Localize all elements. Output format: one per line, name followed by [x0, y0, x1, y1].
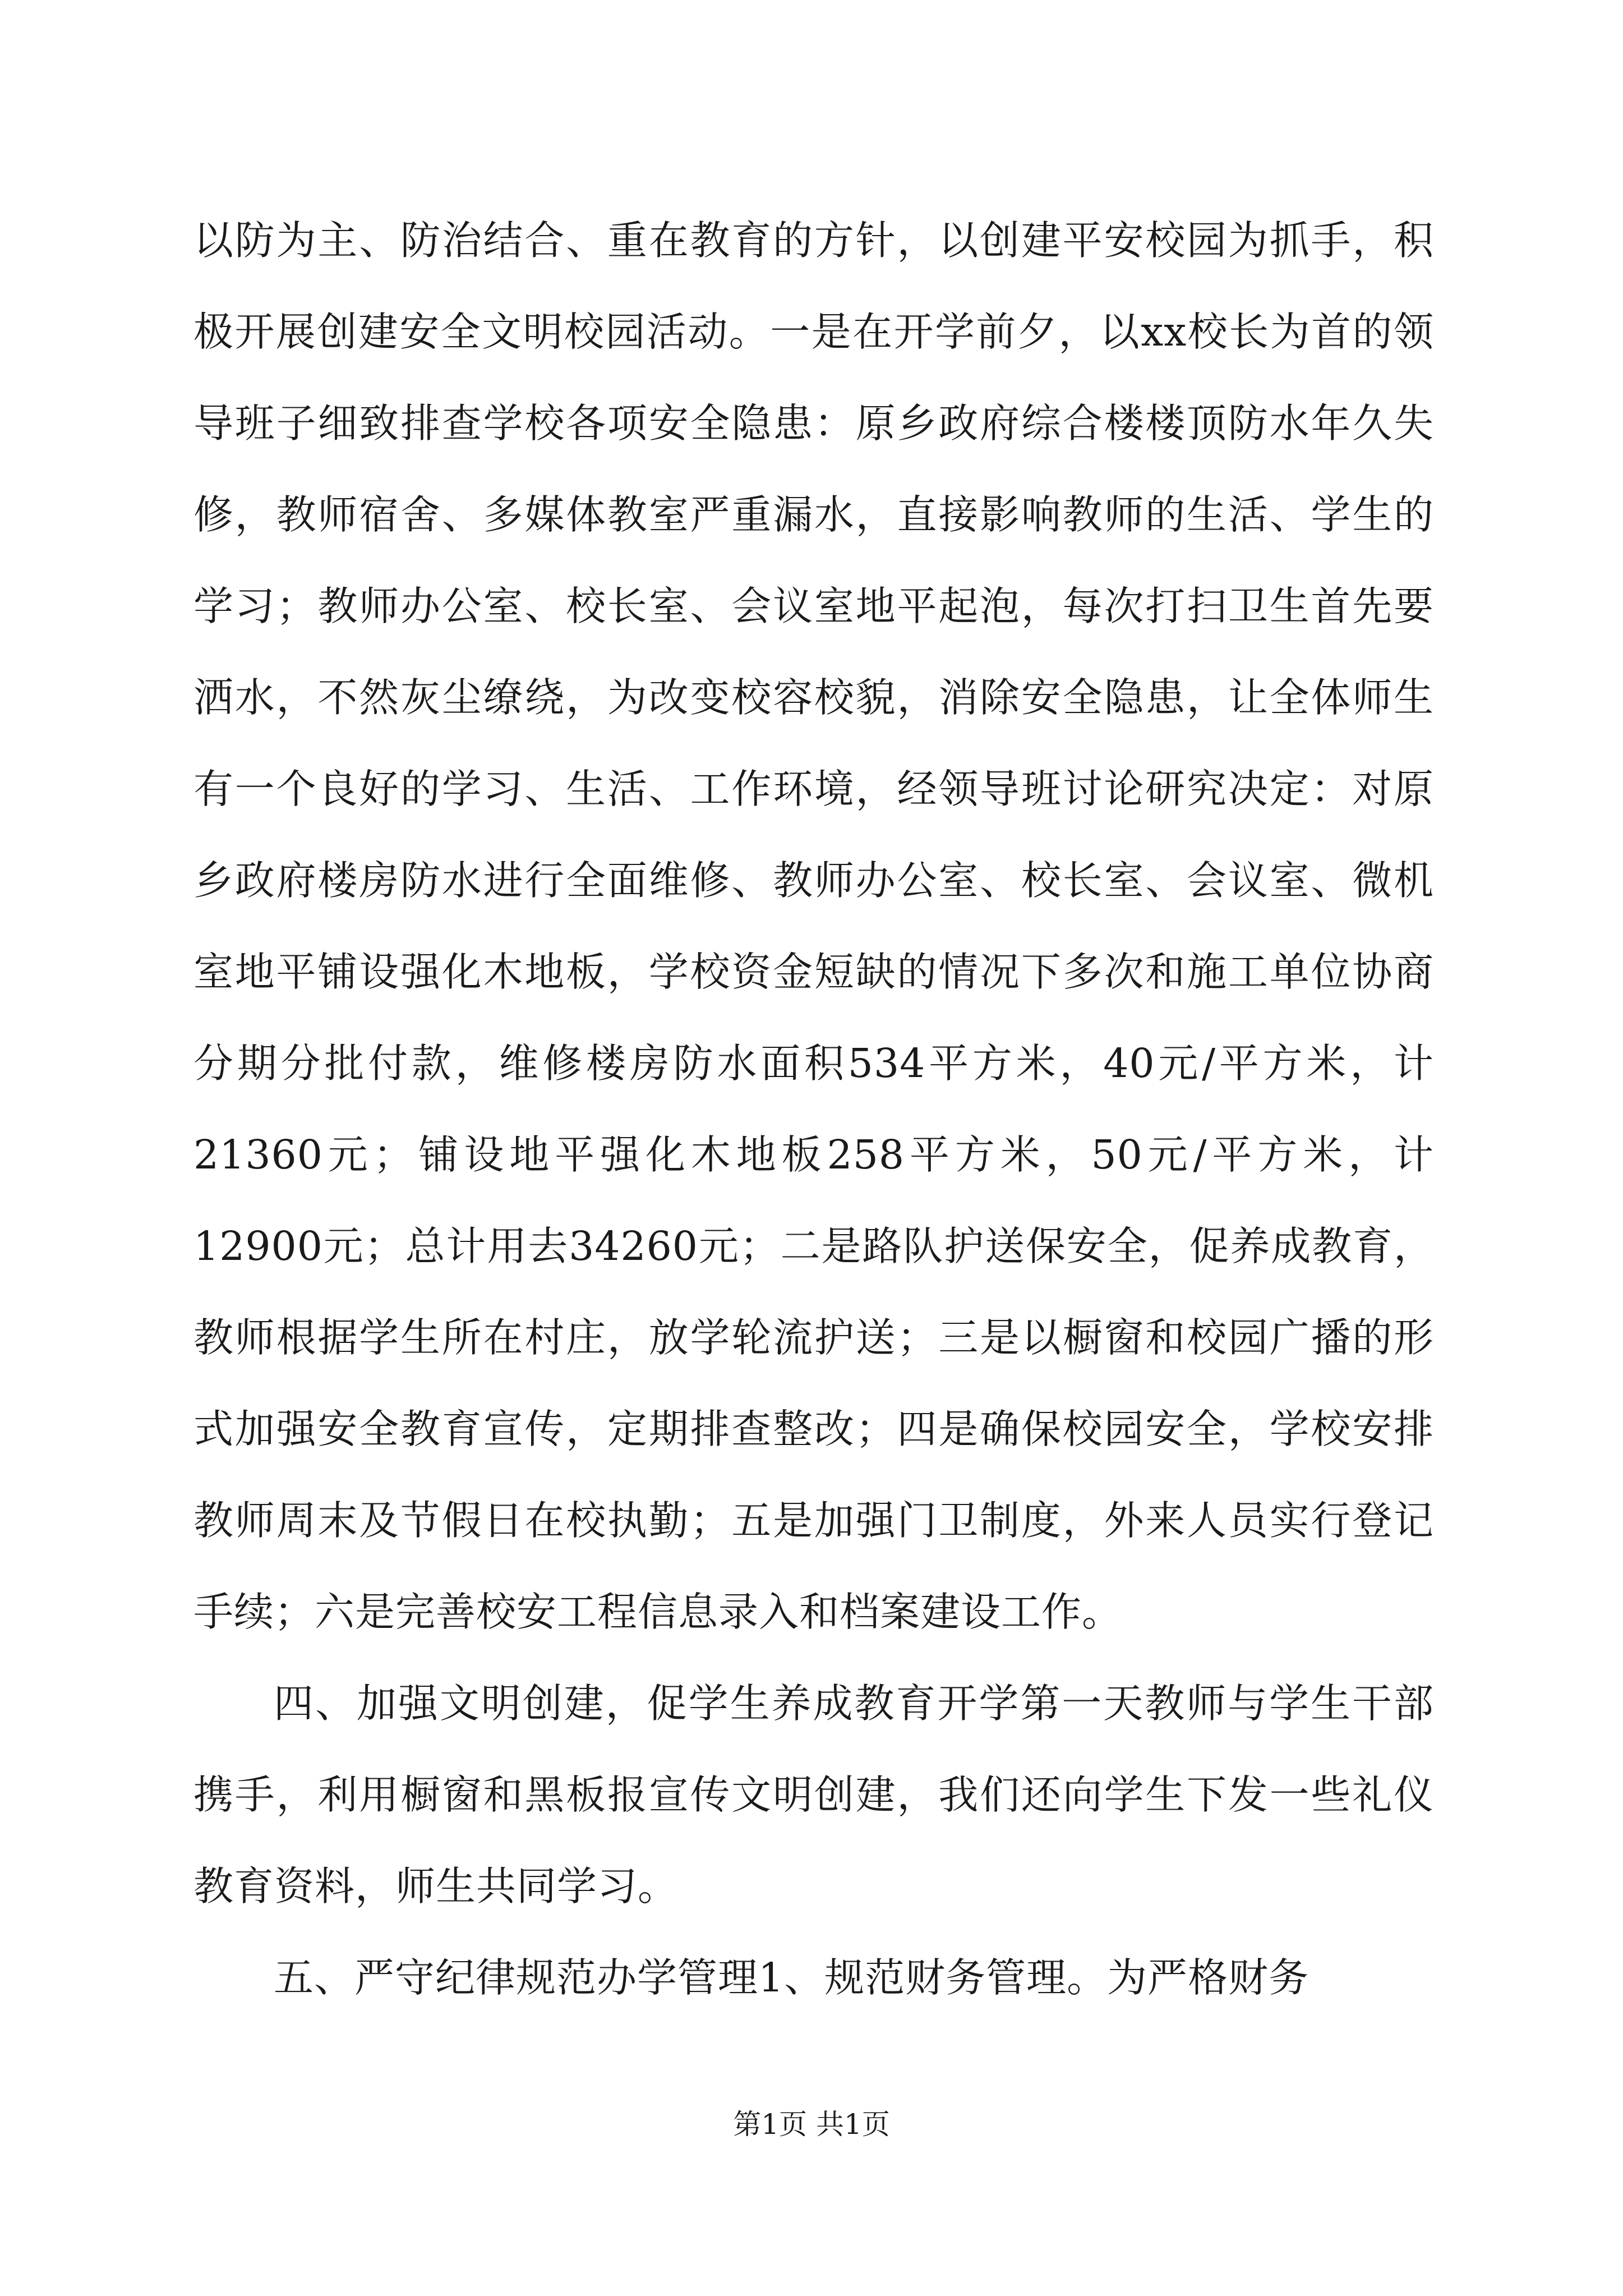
paragraph-safety-campus: 以防为主、防治结合、重在教育的方针，以创建平安校园为抓手，积极开展创建安全文明校园活动。一是在开学前夕，以xx校长为首的领导班子细致排查学校各项安全隐患：原乡政府综合楼楼顶防水年久失修，教师宿舍、多媒体教室严重漏水，直接影响教师的生活、学生的学习；教师办公室、校长室、会议室地平起泡，每次打扫卫生首先要洒水，不然灰尘缭绕，为改变校容校貌，消除安全隐患，让全体师生有一个良好的学习、生活、工作环境，经领导班讨论研究决定：对原乡政府楼房防水进行全面维修、教师办公室、校长室、会议室、微机室地平铺设强化木地板，学校资金短缺的情况下多次和施工单位协商分期分批付款，维修楼房防水面积534平方米，40元/平方米，计21360元；铺设地平强化木地板258平方米，50元/平方米，计12900元；总计用去34260元；二是路队护送保安全，促养成教育，教师根据学生所在村庄，放学轮流护送；三是以橱窗和校园广播的形式加强安全教育宣传，定期排查整改；四是确保校园安全，学校安排教师周末及节假日在校执勤；五是加强门卫制度，外来人员实行登记手续；六是完善校安工程信息录入和档案建设工作。 — [193, 217, 1434, 1635]
page-footer — [0, 2105, 1623, 2144]
paragraph-civilization-building: 四、加强文明创建，促学生养成教育开学第一天教师与学生干部携手，利用橱窗和黑板报宣传文明创建，我们还向学生下发一些礼仪教育资料，师生共同学习。 — [193, 1680, 1434, 1910]
paragraph-discipline-management: 五、严守纪律规范办学管理1、规范财务管理。为严格财务 — [274, 1954, 1310, 2001]
document-body — [193, 195, 1434, 2023]
page-number-label: 第1页 共1页 — [733, 2108, 890, 2141]
